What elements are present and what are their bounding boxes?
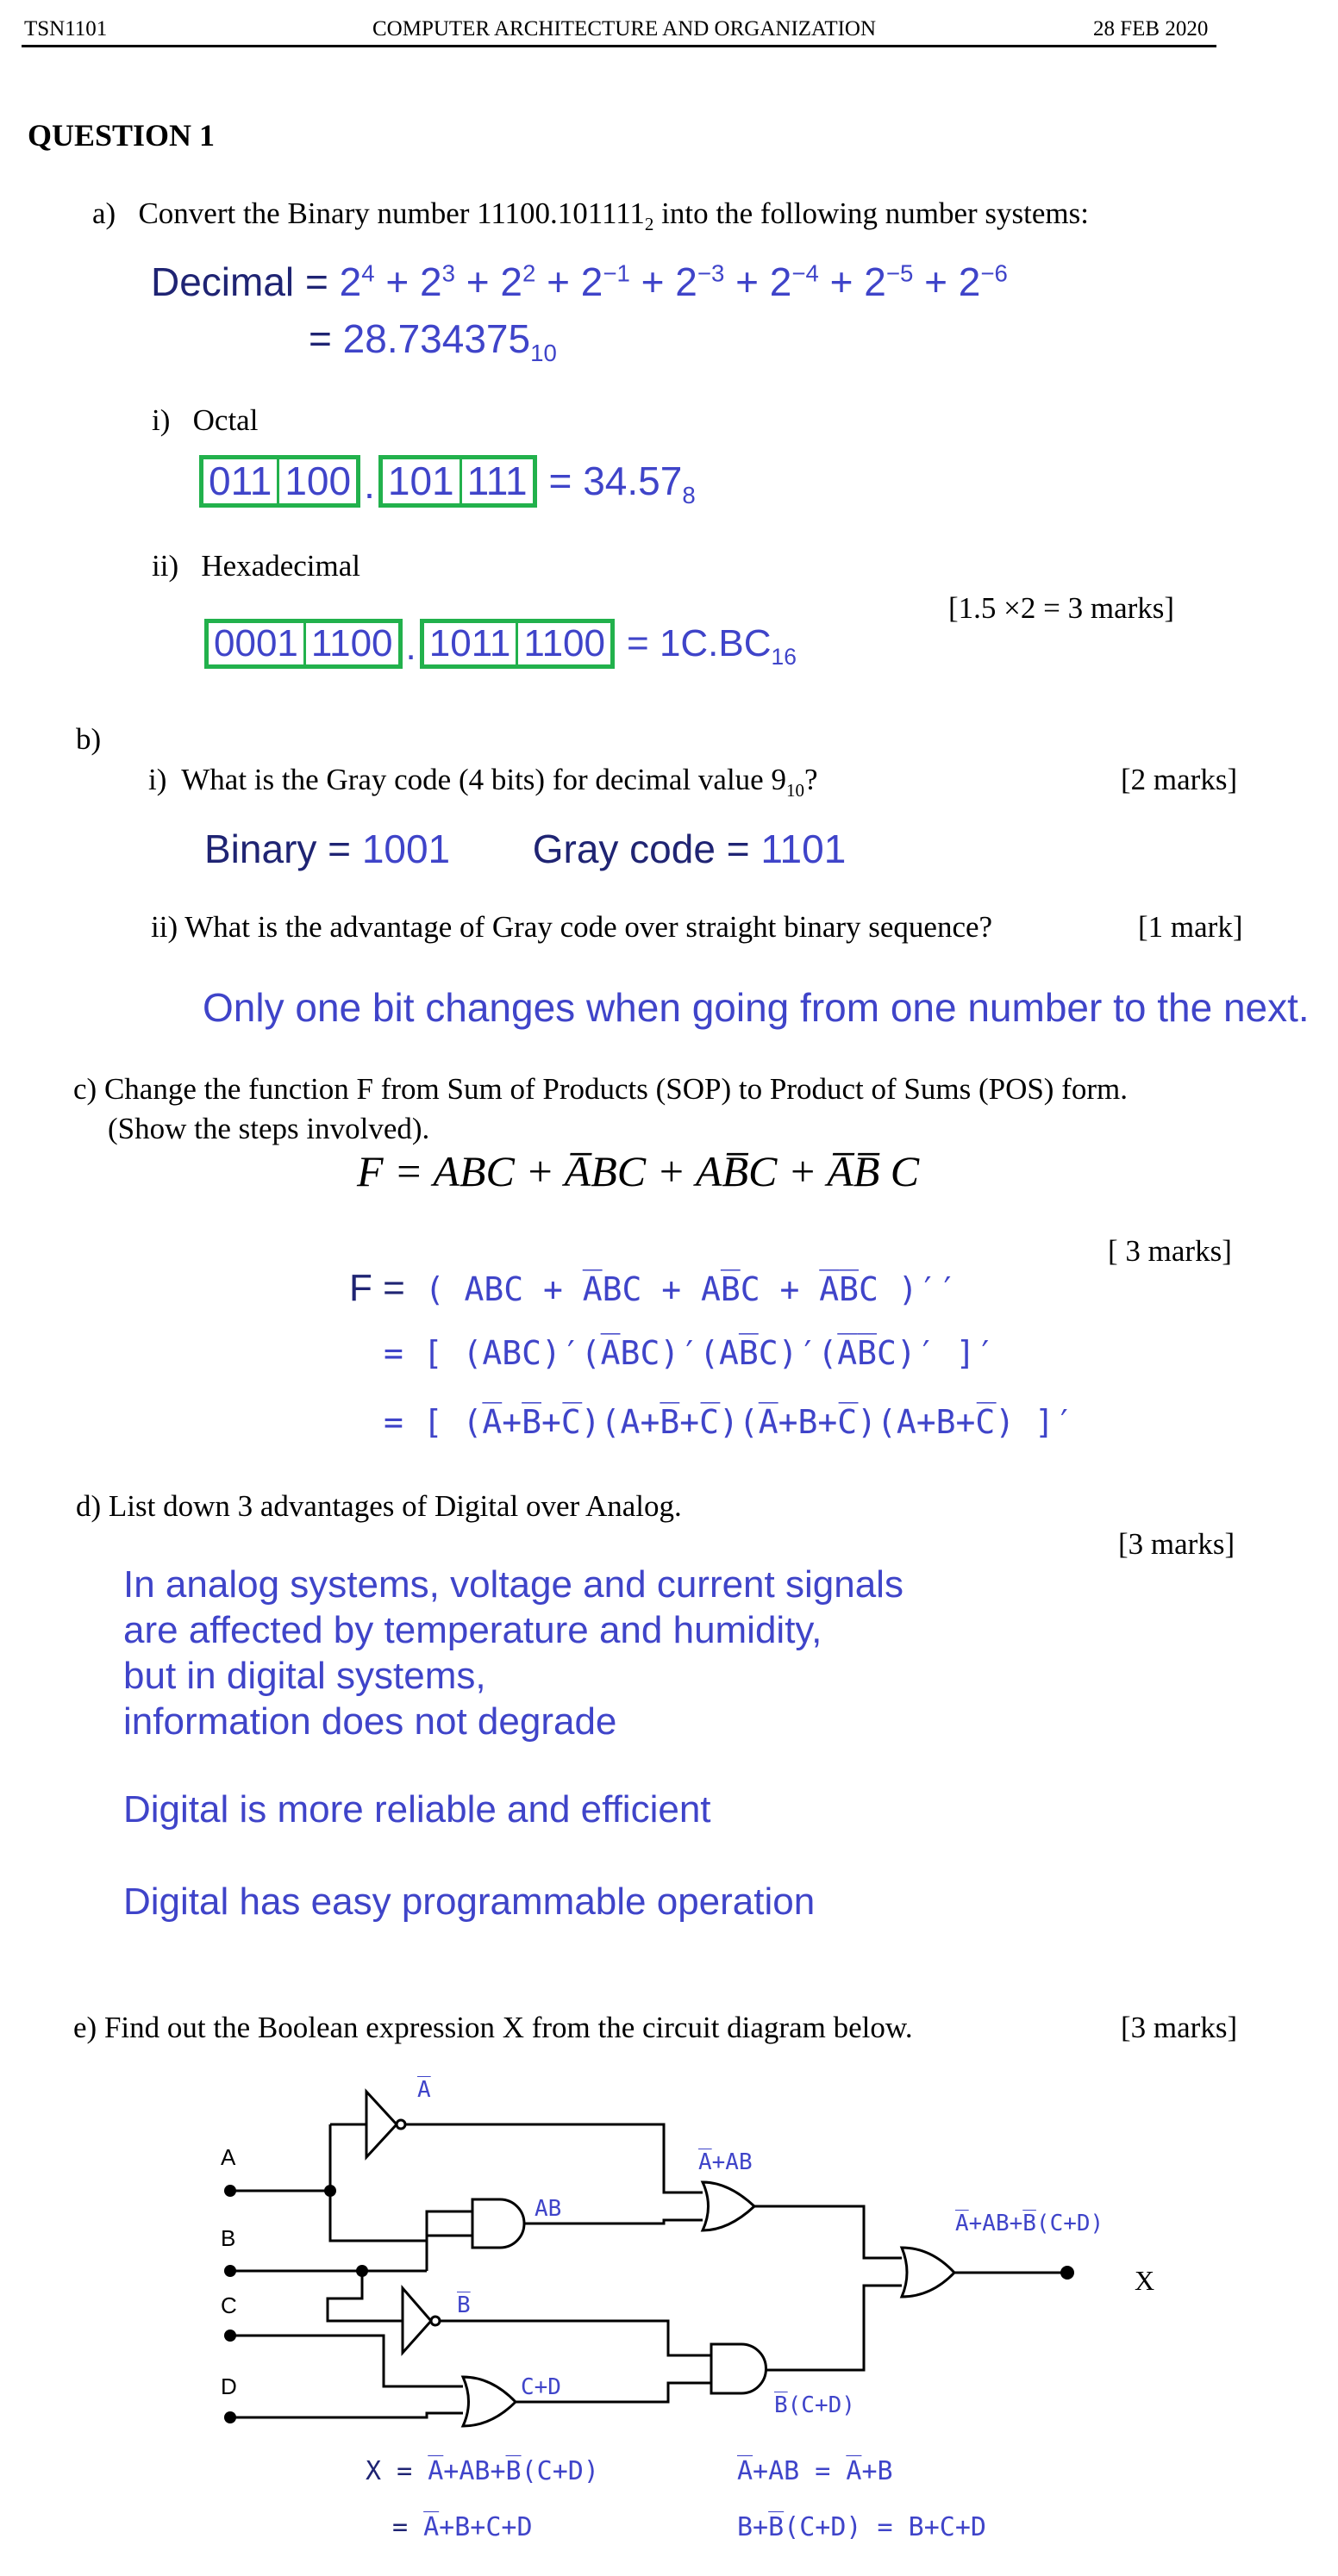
q-base: 10 [785,780,804,801]
radix-point: . [405,626,416,669]
octal-group-cell: 111 [466,458,528,503]
part-e-label: e) [73,2011,97,2044]
decimal-label: Decimal [151,259,295,304]
hex-result: 1C.BC [659,622,772,665]
power-exponent: −4 [791,259,819,287]
step-prefix: = [384,1334,403,1372]
power-base: 2 [339,259,362,304]
answer-line: are affected by temperature and humidity, [123,1609,822,1651]
part-d-text: List down 3 advantages of Digital over Analog. [108,1489,682,1523]
solution-expr: A̅+AB+B̅(C+D) [428,2456,599,2486]
equals-sign: = [304,259,328,304]
exam-date: 28 FEB 2020 [1093,17,1209,41]
power-base: 2 [769,259,792,304]
part-b-q2-marks: [1 mark] [1138,910,1243,944]
radix-point: . [364,461,375,507]
gray-label: Gray code = [532,826,750,871]
answer-line: In analog systems, voltage and current signals [123,1563,903,1606]
plus-sign: + [818,259,865,304]
input-label-a: A [221,2144,236,2170]
input-label-b: B [221,2225,236,2251]
part-a-text-post: into the following number systems: [653,196,1089,230]
answer-line: but in digital systems, [123,1655,486,1697]
part-d-label: d) [76,1489,102,1523]
solution-line-2 [392,2512,533,2542]
annotation-final: A̅+AB+B̅(C+D) [955,2211,1104,2236]
input-label-c: C [221,2292,237,2318]
hex-group-cell: 1011 [424,623,519,664]
power-base: 2 [419,259,442,304]
part-a-text: Convert the Binary number 11100.101111 [138,196,645,230]
solution-note-1: A̅+AB = A̅+B [737,2456,893,2486]
octal-label: i) [152,403,171,437]
not-gate-a [366,2092,397,2157]
octal-group-cell: 101 [383,459,462,503]
power-base: 2 [864,259,886,304]
output-label-x: X [1135,2265,1155,2296]
course-title: COMPUTER ARCHITECTURE AND ORGANIZATION [372,17,877,41]
power-exponent: −6 [980,259,1008,287]
hex-title: Hexadecimal [201,549,360,583]
sop-function: F = ABC + A̅BC + AB̅C + A̅B̅ C [357,1147,920,1195]
plus-sign: + [724,259,770,304]
digital-advantage-3: Digital has easy programmable operation [123,1881,816,1923]
power-exponent: −1 [603,259,630,287]
plus-sign: + [913,259,959,304]
power-base: 2 [675,259,697,304]
solution-note-2: B+B̅(C+D) = B+C+D [737,2512,986,2542]
gray-advantage-answer: Only one bit changes when going from one number to the next. [203,985,1310,1030]
annotation-or-cd: C+D [521,2374,561,2400]
hex-group-cell: 1100 [523,622,605,664]
step-expr: [ (ABC)′(A̅BC)′(AB̅C)′(A̅B̅C)′ ]′ [422,1334,996,1372]
solution-lhs: = [392,2512,409,2542]
solution-lhs: X = [366,2456,413,2486]
gray-value: 1101 [760,826,847,871]
question-title: QUESTION 1 [28,118,216,153]
digital-advantage-2: Digital is more reliable and efficient [123,1788,711,1831]
q-label: i) [148,763,167,796]
power-exponent: −3 [697,259,725,287]
annotation-not-a: A̅ [417,2077,431,2103]
input-label-d: D [221,2373,237,2399]
answer-line: information does not degrade [123,1700,617,1743]
part-c-marks: [ 3 marks] [1108,1234,1232,1268]
q-text-post: ? [803,763,818,796]
octal-group-cell: 100 [284,458,352,503]
part-b-q1-marks: [2 marks] [1121,763,1238,796]
hex-group-cell: 0001 [209,623,306,664]
power-exponent: −5 [885,259,914,287]
part-e-text: Find out the Boolean expression X from the circuit diagram below. [103,2011,913,2044]
power-base: 2 [500,259,522,304]
part-a-base: 2 [644,214,654,234]
equals-sign: = [548,458,572,504]
part-c-label: c) [73,1072,97,1106]
decimal-value: 28.734375 [342,316,531,361]
part-c-prompt-line2: (Show the steps involved). [108,1112,430,1145]
plus-sign: + [454,259,501,304]
annotation-not-b: B̅ [457,2292,471,2318]
plus-sign: + [374,259,420,304]
part-a-label: a) [92,196,116,230]
course-code: TSN1101 [24,17,108,41]
octal-title: Octal [192,403,259,437]
q-label: ii) [151,910,178,944]
hex-label: ii) [152,549,179,583]
equals-sign: = [627,622,649,665]
octal-result: 34.57 [583,458,683,504]
step-prefix: = [384,1403,403,1441]
annotation-and-2: B̅(C+D) [774,2392,855,2418]
binary-label: Binary = [204,826,352,871]
plus-sign: + [535,259,581,304]
solution-line-1 [366,2456,599,2486]
octal-base: 8 [682,482,696,509]
step-expr: [ (A̅+B̅+C̅)(A+B̅+C̅)(A̅+B+C̅)(A+B+C̅) ]′ [422,1403,1074,1441]
binary-value: 1001 [361,826,451,871]
step-prefix: F = [349,1267,405,1309]
part-d-marks: [3 marks] [1118,1527,1235,1561]
part-c-text: Change the function F from Sum of Products (SOP) to Product of Sums (POS) form. [103,1072,1128,1106]
part-a-marks: [1.5 ×2 = 3 marks] [948,591,1175,625]
q-text: What is the Gray code (4 bits) for decimal value 9 [181,763,786,796]
q-text: What is the advantage of Gray code over straight binary sequence? [184,910,993,944]
octal-group-cell: 011 [203,459,279,503]
decimal-base: 10 [530,340,557,367]
annotation-or-1: A̅+AB [698,2149,753,2175]
hex-base: 16 [771,643,797,670]
step-expr: ( ABC + A̅BC + AB̅C + A̅B̅C )′′ [424,1270,958,1308]
annotation-and-ab: AB [535,2196,562,2222]
power-exponent: 3 [441,259,455,287]
power-base: 2 [958,259,981,304]
power-exponent: 2 [522,259,536,287]
part-e-marks: [3 marks] [1121,2011,1238,2044]
hex-group-cell: 1100 [310,622,393,664]
part-b-label: b) [76,722,102,756]
power-base: 2 [580,259,603,304]
power-exponent: 4 [361,259,375,287]
equals-sign: = [309,316,332,361]
plus-sign: + [629,259,676,304]
solution-expr: A̅+B+C+D [423,2512,533,2542]
